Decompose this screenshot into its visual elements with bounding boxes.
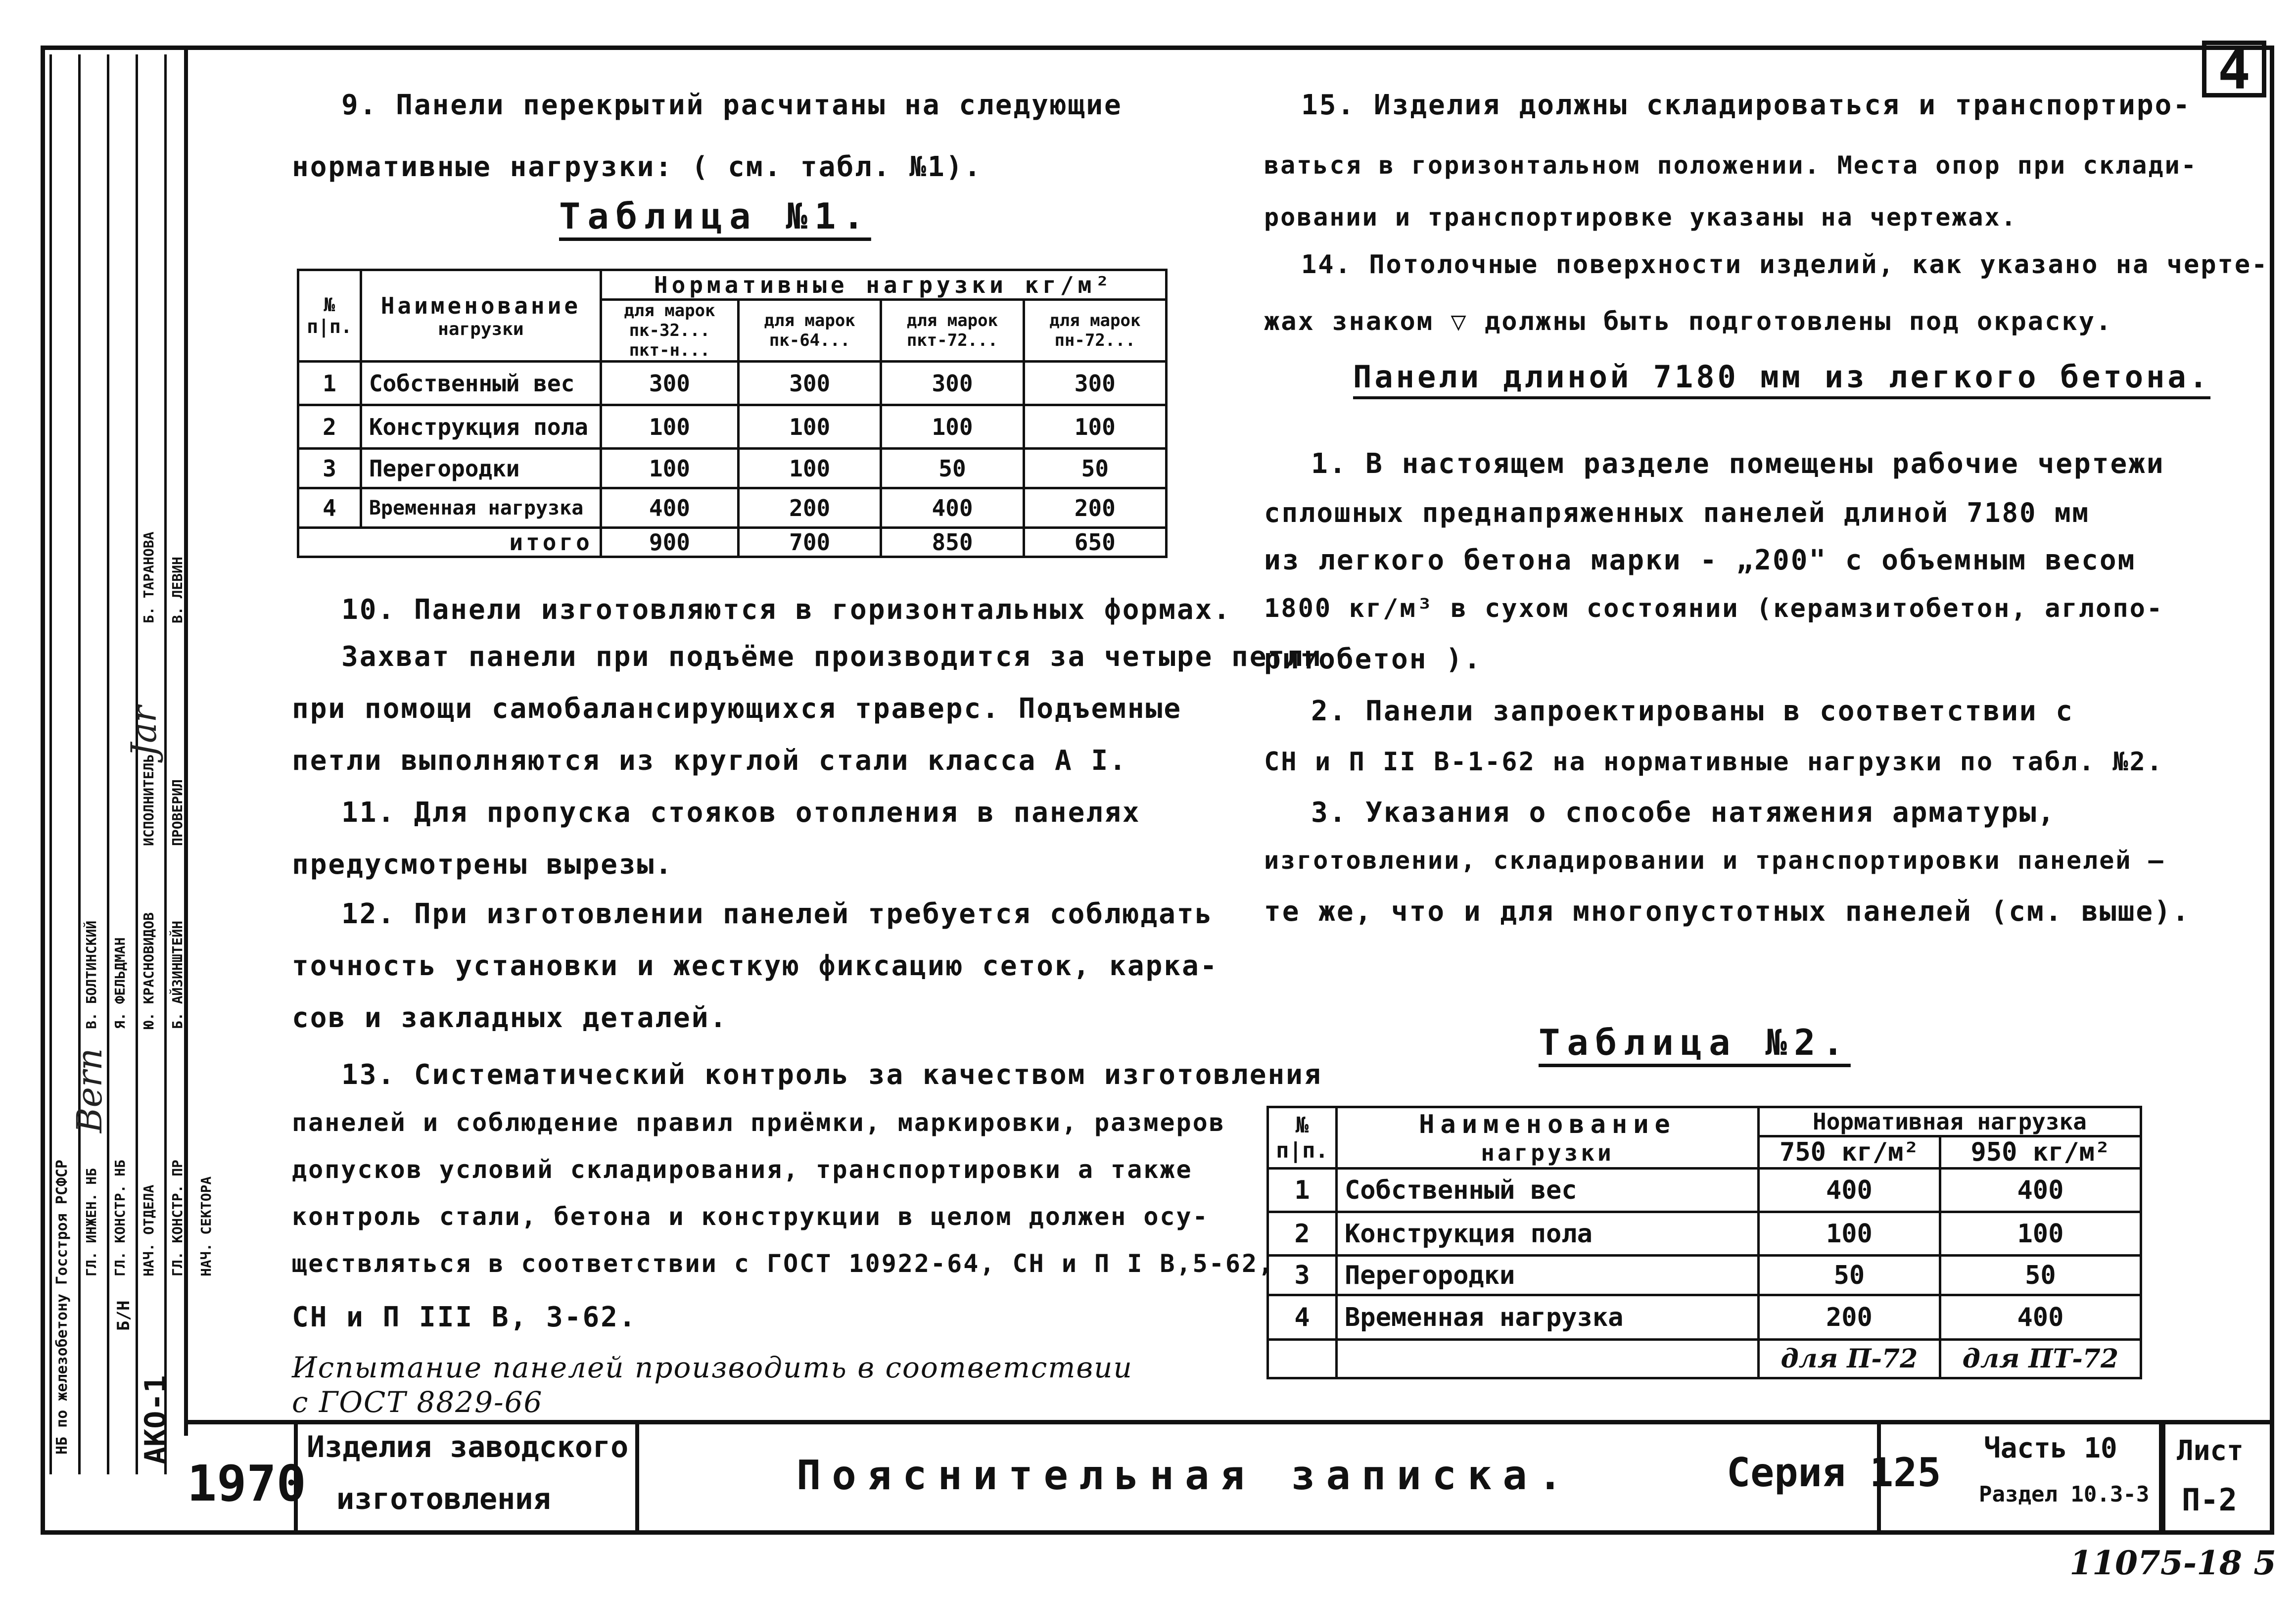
p10-line4: петли выполняются из круглой стали класса А I. <box>292 745 1127 777</box>
sidebar-org: НБ по железобетону Госстроя РСФСР <box>53 1159 71 1455</box>
sidebar-divider <box>136 54 138 1474</box>
t1-cell: 3 <box>298 449 361 488</box>
p13-line6: СН и П III В, 3-62. <box>292 1301 637 1333</box>
t2-cell: 4 <box>1268 1295 1337 1340</box>
t1-cell: 100 <box>601 449 738 488</box>
t1-h-num <box>298 270 361 362</box>
s3-line2: изготовлении, складировании и транспортировки панелей — <box>1264 846 2165 875</box>
t2-cell: 100 <box>1758 1212 1940 1256</box>
t2-cell: Перегородки <box>1336 1256 1758 1295</box>
p10-line3: при помощи самобалансирующихся траверс. Подъемные <box>292 693 1182 725</box>
t2-cell: Конструкция пола <box>1336 1212 1758 1256</box>
p13-line1: 13. Систематический контроль за качеством изготовления <box>341 1059 1322 1091</box>
signature-checker: Jar <box>124 706 164 757</box>
t2-cell: 50 <box>1940 1256 2141 1295</box>
t2-foot: для ПТ-72 <box>1940 1340 2141 1378</box>
t1-cell: 400 <box>881 488 1024 528</box>
table-row <box>1268 1169 2141 1212</box>
table-row <box>298 405 1167 449</box>
t1-cell: 300 <box>881 362 1024 405</box>
t1-cell: 50 <box>1024 449 1166 488</box>
t1-h-col-2: для марок пк-64... <box>739 300 881 362</box>
t1-cell: 400 <box>601 488 738 528</box>
t2-h-col-1: 750 кг/м² <box>1758 1136 1940 1169</box>
p14-line1: 14. Потолочные поверхности изделий, как указано на черте- <box>1301 250 2269 280</box>
t1-total: 850 <box>881 528 1024 557</box>
sidebar-divider <box>49 54 52 1474</box>
p9-line1: 9. Панели перекрытий расчитаны на следующие <box>341 89 1123 121</box>
stamp-title: Пояснительная записка. <box>797 1452 1574 1499</box>
p10-line2: Захват панели при подъёме производится за четыре петли <box>341 641 1322 673</box>
sidebar-title-block <box>49 54 214 1524</box>
table-1 <box>297 269 1168 558</box>
name-2: Я. ФЕЛЬДМАН <box>112 937 128 1029</box>
t1-cell: 300 <box>601 362 738 405</box>
t2-h-col-2: 950 кг/м² <box>1940 1136 2141 1169</box>
p9-line2: нормативные нагрузки: ( см. табл. №1). <box>292 151 983 183</box>
t2-h-group: Нормативная нагрузка <box>1758 1107 2141 1136</box>
t2-h-name <box>1336 1107 1758 1169</box>
table-row <box>1268 1212 2141 1256</box>
t1-total: 900 <box>601 528 738 557</box>
stamp-part: Часть 10 <box>1984 1432 2117 1464</box>
t1-h-col-4: для марок пн-72... <box>1024 300 1166 362</box>
role-checker: ПРОВЕРИЛ <box>169 779 186 846</box>
t2-cell: Собственный вес <box>1336 1169 1758 1212</box>
table-row <box>1268 1256 2141 1295</box>
t1-cell: 2 <box>298 405 361 449</box>
name-4: Б. АЙЗИНШТЕЙН <box>169 920 186 1029</box>
t1-cell: 100 <box>881 405 1024 449</box>
t2-cell: 3 <box>1268 1256 1337 1295</box>
p12-line3: сов и закладных деталей. <box>292 1002 728 1034</box>
role-chief-designer: ГЛ. КОНСТР. НБ <box>112 1159 128 1276</box>
t1-h-name <box>361 270 601 362</box>
table-row <box>298 362 1167 405</box>
s1-line2: сплошных преднапряженных панелей длиной 7180 мм <box>1264 497 2090 528</box>
t1-cell: 200 <box>739 488 881 528</box>
note-line1: Испытание панелей производить в соответствии <box>292 1351 1133 1384</box>
page-number: 4 <box>2202 41 2266 97</box>
table-row <box>298 488 1167 528</box>
sidebar-divider <box>164 54 167 1474</box>
archive-number: 11075-18 5 <box>2069 1544 2276 1582</box>
sidebar-mark: Б/Н <box>114 1300 134 1331</box>
t2-foot: для П-72 <box>1758 1340 1940 1378</box>
sidebar-divider <box>78 54 81 1474</box>
checker-name: В. ЛЕВИН <box>169 557 186 623</box>
p12-line1: 12. При изготовлении панелей требуется соблюдать <box>341 898 1214 930</box>
p13-line5: ществляться в соответствии с ГОСТ 10922-64, СН и П I В,5-62, <box>292 1249 1275 1278</box>
t2-cell: 400 <box>1940 1295 2141 1340</box>
stamp-kind-1: Изделия заводского <box>307 1430 629 1464</box>
p13-line2: панелей и соблюдение правил приёмки, маркировки, размеров <box>292 1108 1225 1137</box>
t2-cell: 1 <box>1268 1169 1337 1212</box>
role-dept-head: НАЧ. ОТДЕЛА <box>141 1184 157 1276</box>
t1-cell: 300 <box>1024 362 1166 405</box>
t2-cell: 400 <box>1940 1169 2141 1212</box>
note-line2: с ГОСТ 8829-66 <box>292 1385 543 1419</box>
t1-cell: Конструкция пола <box>361 405 601 449</box>
stamp-section: Раздел 10.3-3 <box>1979 1482 2150 1507</box>
t1-cell: Перегородки <box>361 449 601 488</box>
t1-total: 700 <box>739 528 881 557</box>
stamp-year: 1970 <box>187 1455 306 1512</box>
t2-cell: 400 <box>1758 1169 1940 1212</box>
t1-h-name-1: Наименование <box>380 292 581 319</box>
table-row <box>298 449 1167 488</box>
t1-cell: 100 <box>1024 405 1166 449</box>
p11-line1: 11. Для пропуска стояков отопления в панелях <box>341 797 1141 829</box>
signature-sidebar: Bern <box>69 1048 110 1133</box>
t1-h-num-2: п|п. <box>307 316 352 337</box>
s2-line2: СН и П II В-1-62 на нормативные нагрузки по табл. №2. <box>1264 747 2164 777</box>
t1-cell: 200 <box>1024 488 1166 528</box>
name-1: В. БОЛТИНСКИЙ <box>83 920 99 1029</box>
sidebar-code: АКО-1 <box>139 1375 173 1464</box>
s1-line3: из легкого бетона марки - „200" с объемным весом <box>1264 544 2136 576</box>
section-title: Панели длиной 7180 мм из легкого бетона. <box>1353 359 2211 395</box>
stamp-sheet-number: П-2 <box>2182 1482 2237 1518</box>
t1-h-col-3: для марок пкт-72... <box>881 300 1024 362</box>
t1-cell: 4 <box>298 488 361 528</box>
t1-cell: 50 <box>881 449 1024 488</box>
p12-line2: точность установки и жесткую фиксацию сеток, карка- <box>292 950 1218 982</box>
t2-h-name-2: нагрузки <box>1481 1139 1614 1166</box>
p13-line3: допусков условий складирования, транспортировки а также <box>292 1155 1193 1184</box>
role-executor: ИСПОЛНИТЕЛЬ <box>141 754 157 846</box>
t1-h-name-2: нагрузки <box>438 319 524 339</box>
p10-line1: 10. Панели изготовляются в горизонтальных формах. <box>341 594 1232 626</box>
table1-title: Таблица №1. <box>559 195 871 237</box>
s1-line4: 1800 кг/м³ в сухом состоянии (керамзитобетон, аглопо- <box>1264 594 2164 623</box>
t2-h-num <box>1268 1107 1337 1169</box>
t2-h-num-2: п|п. <box>1276 1137 1328 1163</box>
t1-cell: Собственный вес <box>361 362 601 405</box>
t1-cell: 1 <box>298 362 361 405</box>
t1-cell: 100 <box>601 405 738 449</box>
table-row-foot <box>1268 1340 2141 1378</box>
t1-cell: 300 <box>739 362 881 405</box>
name-3: Ю. КРАСНОВИДОВ <box>141 912 157 1029</box>
table-row <box>1268 1295 2141 1340</box>
p15-line2: ваться в горизонтальном положении. Места опор при склади- <box>1264 151 2198 180</box>
t1-total-label: итого <box>298 528 601 557</box>
p14-line2: жах знаком ▽ должны быть подготовлены под окраску. <box>1264 307 2113 336</box>
t1-cell: 100 <box>739 405 881 449</box>
t1-h-group: Нормативные нагрузки кг/м² <box>601 270 1166 300</box>
p15-line1: 15. Изделия должны складироваться и транспортиро- <box>1301 89 2192 121</box>
t2-cell: 200 <box>1758 1295 1940 1340</box>
t2-cell-empty <box>1336 1340 1758 1378</box>
t2-cell: Временная нагрузка <box>1336 1295 1758 1340</box>
table-row-total <box>298 528 1167 557</box>
stamp-sheet-label: Лист <box>2177 1435 2244 1467</box>
t1-total: 650 <box>1024 528 1166 557</box>
t2-h-num-1: № <box>1295 1112 1309 1138</box>
p13-line4: контроль стали, бетона и конструкции в целом должен осу- <box>292 1202 1209 1231</box>
s1-line5: ритобетон ). <box>1264 643 1482 675</box>
sidebar-divider <box>107 54 109 1474</box>
s3-line1: 3. Указания о способе натяжения арматуры, <box>1311 797 2056 829</box>
t2-cell: 2 <box>1268 1212 1337 1256</box>
t2-cell-empty <box>1268 1340 1337 1378</box>
t2-cell: 100 <box>1940 1212 2141 1256</box>
t1-h-col-1: для марок пк-32... пкт-н... <box>601 300 738 362</box>
stamp-sheet-divider <box>2163 1420 2165 1535</box>
t1-cell: 100 <box>739 449 881 488</box>
role-chief-engineer: ГЛ. ИНЖЕН. НБ <box>83 1168 99 1276</box>
p11-line2: предусмотрены вырезы. <box>292 848 674 881</box>
t2-cell: 50 <box>1758 1256 1940 1295</box>
role-project-designer: ГЛ. КОНСТР. ПР <box>169 1159 186 1276</box>
s1-line1: 1. В настоящем разделе помещены рабочие чертежи <box>1311 448 2165 480</box>
t1-cell: Временная нагрузка <box>361 488 601 528</box>
t2-h-name-1: Наименование <box>1419 1109 1676 1139</box>
executor-name: Б. ТАРАНОВА <box>141 531 157 623</box>
stamp-series: Серия 125 <box>1727 1450 1941 1496</box>
p15-line3: ровании и транспортировке указаны на чертежах. <box>1264 203 2017 232</box>
table2-title: Таблица №2. <box>1539 1022 1851 1063</box>
table-2 <box>1266 1106 2142 1379</box>
s3-line3: те же, что и для многопустотных панелей (см. выше). <box>1264 895 2191 928</box>
s2-line1: 2. Панели запроектированы в соответствии с <box>1311 695 2074 727</box>
role-sector-head: НАЧ. СЕКТОРА <box>198 1176 214 1276</box>
t1-h-num-1: № <box>324 294 335 316</box>
stamp-kind-2: изготовления <box>336 1482 551 1516</box>
